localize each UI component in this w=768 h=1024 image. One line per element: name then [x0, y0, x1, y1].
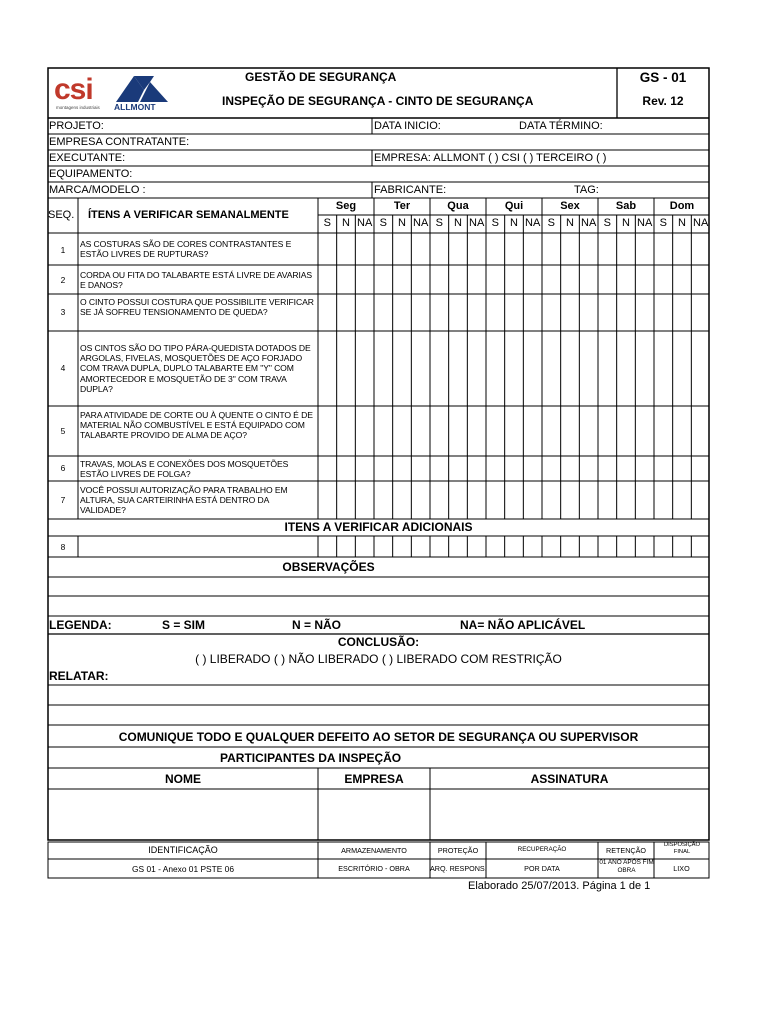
additional-item-input[interactable] [80, 538, 316, 555]
option-header-n: N [398, 217, 406, 229]
empresa-header: EMPRESA [344, 772, 404, 786]
day-header-sab: Sab [615, 200, 637, 212]
item-question: CORDA OU FITA DO TALABARTE ESTÁ LIVRE DE AVARIAS E DANOS? [80, 270, 313, 291]
day-header-dom: Dom [669, 200, 695, 212]
data-termino-label[interactable]: DATA TÉRMINO: [519, 120, 603, 132]
projeto-label[interactable]: PROJETO: [49, 120, 104, 132]
day-header-seg: Seg [335, 200, 357, 212]
item-question: TRAVAS, MOLAS E CONEXÕES DOS MOSQUETÕES ESTÃO LIVRES DE FOLGA? [80, 459, 289, 480]
option-header-na: NA [525, 217, 541, 229]
day-header-ter: Ter [393, 200, 411, 212]
doc-revision: Rev. 12 [642, 94, 684, 108]
footer-header: PROTEÇÃO [437, 846, 479, 855]
elaborado-note: Elaborado 25/07/2013. Página 1 de 1 [468, 880, 651, 892]
footer-header: ARMAZENAMENTO [341, 846, 407, 855]
participantes-title: PARTICIPANTES DA INSPEÇÃO [220, 751, 402, 765]
footer-value: 01 ANO APÓS FIM OBRA [599, 859, 654, 874]
allmont-logo-text: ALLMONT [114, 102, 156, 112]
item-seq: 2 [60, 275, 66, 285]
day-header-qui: Qui [504, 200, 524, 212]
empresa-options[interactable]: EMPRESA: ALLMONT ( ) CSI ( ) TERCEIRO ( ) [374, 152, 607, 164]
item-seq: 4 [60, 363, 66, 373]
seq-header: SEQ. [48, 209, 75, 221]
conclusao-title: CONCLUSÃO: [337, 635, 420, 649]
option-header-s: S [491, 217, 499, 229]
header-title-2: INSPEÇÃO DE SEGURANÇA - CINTO DE SEGURANÇA [222, 94, 534, 108]
option-header-s: S [435, 217, 443, 229]
option-header-na: NA [413, 217, 429, 229]
item-question: OS CINTOS SÃO DO TIPO PÁRA-QUEDISTA DOTADOS DE ARGOLAS, FIVELAS, MOSQUETÕES DE AÇO FORJADO COM TRAVA DUPLA, DUPLO TALABARTE EM "Y" COM AMORTECEDOR E MOSQUETÃO DE 3" COM TRAVA DUPLA? [80, 343, 311, 394]
option-header-na: NA [357, 217, 373, 229]
option-header-na: NA [637, 217, 653, 229]
option-header-n: N [454, 217, 462, 229]
legend-sim: S = SIM [162, 618, 206, 632]
assinatura-header: ASSINATURA [530, 772, 609, 786]
tag-label[interactable]: TAG: [574, 184, 599, 196]
option-header-s: S [603, 217, 611, 229]
footer-header: RECUPERAÇÃO [517, 846, 567, 853]
relatar-label: RELATAR: [49, 669, 109, 683]
option-header-s: S [547, 217, 555, 229]
option-header-n: N [622, 217, 630, 229]
item-question: PARA ATIVIDADE DE CORTE OU À QUENTE O CINTO É DE MATERIAL NÃO COMBUSTÍVEL E ESTÁ EQUIPADO COM TALABARTE PROVIDO DE ALMA DE AÇO? [80, 410, 313, 441]
doc-code: GS - 01 [639, 70, 687, 85]
empresa-contratante-label[interactable]: EMPRESA CONTRATANTE: [49, 136, 190, 148]
footer-value: ESCRITÓRIO - OBRA [338, 864, 410, 873]
option-header-n: N [566, 217, 574, 229]
csi-logo-subtitle: montagens industriais [56, 105, 100, 110]
equipamento-label[interactable]: EQUIPAMENTO: [49, 168, 133, 180]
option-header-n: N [510, 217, 518, 229]
observacoes-input[interactable] [49, 578, 707, 615]
footer-value: POR DATA [524, 864, 560, 873]
item-seq: 1 [60, 245, 66, 255]
footer-value: LIXO [673, 864, 690, 873]
data-inicio-label[interactable]: DATA INICIO: [374, 120, 441, 132]
item-seq: 7 [60, 495, 66, 505]
option-header-na: NA [469, 217, 485, 229]
option-header-s: S [323, 217, 331, 229]
allmont-mountain-icon [110, 72, 174, 102]
legend-na: NA= NÃO APLICÁVEL [460, 618, 586, 632]
option-header-s: S [379, 217, 387, 229]
footer-header: RETENÇÃO [606, 846, 646, 855]
defect-notice: COMUNIQUE TODO E QUALQUER DEFEITO AO SETOR DE SEGURANÇA OU SUPERVISOR [118, 730, 639, 744]
empresa-input[interactable] [319, 790, 429, 839]
item-question: VOCÊ POSSUI AUTORIZAÇÃO PARA TRABALHO EM ALTURA, SUA CARTEIRINHA ESTÁ DENTRO DA VALIDADE? [80, 485, 288, 516]
day-header-sex: Sex [560, 200, 580, 212]
option-header-n: N [342, 217, 350, 229]
option-header-na: NA [693, 217, 709, 229]
marca-modelo-label[interactable]: MARCA/MODELO : [49, 184, 146, 196]
additional-items-header: ITENS A VERIFICAR ADICIONAIS [284, 520, 473, 534]
fabricante-label[interactable]: FABRICANTE: [374, 184, 447, 196]
csi-logo [54, 73, 108, 113]
observacoes-header: OBSERVAÇÕES [282, 560, 375, 574]
items-header: ÍTENS A VERIFICAR SEMANALMENTE [88, 209, 289, 221]
executante-label[interactable]: EXECUTANTE: [49, 152, 126, 164]
header-title-1: GESTÃO DE SEGURANÇA [245, 70, 397, 84]
day-header-qua: Qua [447, 200, 469, 212]
footer-value: ARQ. RESPONS. [430, 864, 487, 873]
option-header-n: N [678, 217, 686, 229]
allmont-logo [110, 72, 174, 114]
item-seq: 3 [60, 307, 66, 317]
csi-logo-text: csi [54, 73, 93, 106]
additional-item-seq: 8 [60, 542, 66, 552]
item-seq: 6 [60, 463, 66, 473]
item-question: AS COSTURAS SÃO DE CORES CONTRASTANTES E ESTÃO LIVRES DE RUPTURAS? [80, 239, 292, 260]
option-header-na: NA [581, 217, 597, 229]
footer-header: IDENTIFICAÇÃO [148, 845, 218, 855]
nome-header: NOME [165, 772, 201, 786]
conclusao-options[interactable]: ( ) LIBERADO ( ) NÃO LIBERADO ( ) LIBERADO COM RESTRIÇÃO [195, 652, 562, 666]
item-question: O CINTO POSSUI COSTURA QUE POSSIBILITE VERIFICAR SE JÁ SOFREU TENSIONAMENTO DE QUEDA? [80, 297, 314, 318]
footer-header: DISPOSIÇÃO FINAL [663, 842, 701, 855]
relatar-input[interactable] [49, 686, 707, 724]
assinatura-input[interactable] [431, 790, 708, 839]
nome-input[interactable] [49, 790, 317, 839]
footer-value: GS 01 - Anexo 01 PSTE 06 [132, 864, 234, 874]
legend-nao: N = NÃO [292, 618, 342, 632]
item-seq: 5 [60, 426, 66, 436]
legend-title: LEGENDA: [49, 618, 112, 632]
option-header-s: S [659, 217, 667, 229]
